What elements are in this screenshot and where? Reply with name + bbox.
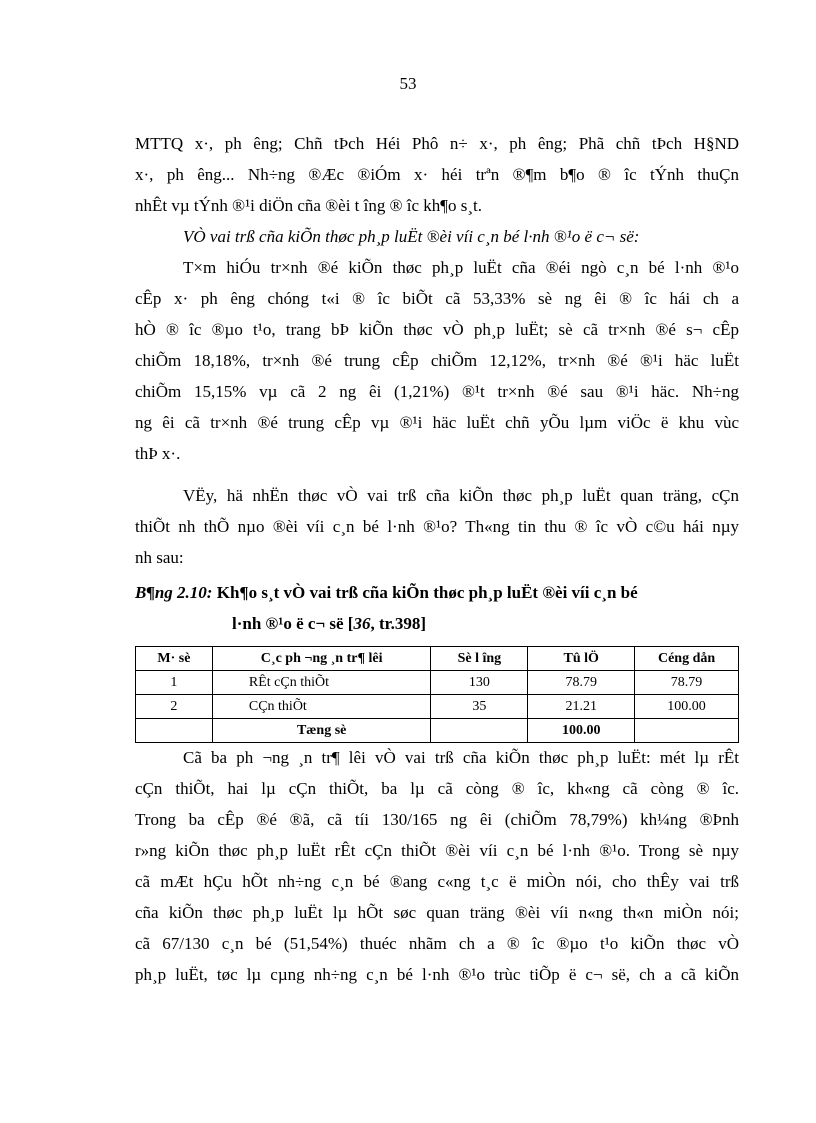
header-count: Sè l îng <box>431 647 528 671</box>
text-line: cã mÆt hÇu hÕt nh÷ng c¸n bé ®ang c«ng t¸c ë miÒn nói, cho thÊy vai trß <box>135 872 739 891</box>
text-line: cÊp x· ph êng chóng t«i ® îc biÕt cã 53,33% sè ng êi ® îc hái ch a <box>135 289 739 308</box>
cell-count: 35 <box>431 695 528 719</box>
cell-empty <box>431 719 528 743</box>
cell-cumulative: 78.79 <box>635 671 739 695</box>
cell-answer: RÊt cÇn thiÕt <box>212 671 431 695</box>
text-line: ng êi cã tr×nh ®é trung cÊp vµ ®¹i häc luËt chñ yÕu lµm viÖc ë khu vùc <box>135 413 739 432</box>
italic-heading: VÒ vai trß cña kiÕn thøc ph¸p luËt ®èi víi c¸n bé l·nh ®¹o ë c¬ së: <box>183 227 640 246</box>
text-line: r»ng kiÕn thøc ph¸p luËt rÊt cÇn thiÕt ®èi víi c¸n bé l·nh ®¹o. Trong sè nµy <box>135 841 739 860</box>
text-line: cña kiÕn thøc ph¸p luËt lµ hÕt søc quan träng ®èi víi n«ng th«n miÒn nói; <box>135 903 739 922</box>
text-line: nhÊt vµ tÝnh ®¹i diÖn cña ®èi t îng ® îc kh¶o s¸t. <box>135 196 482 215</box>
paragraph-education-level <box>135 252 739 469</box>
text-line: T×m hiÓu tr×nh ®é kiÕn thøc ph¸p luËt cña ®éi ngò c¸n bé l·nh ®¹o <box>183 258 739 277</box>
text-line: x·, ph êng... Nh÷ng ®Æc ®iÓm x· héi trªn ®¶m b¶o ® îc tÝnh thuÇn <box>135 165 739 184</box>
header-rate: Tû lÖ <box>528 647 635 671</box>
text-line: VËy, hä nhËn thøc vÒ vai trß cña kiÕn thøc ph¸p luËt quan träng, cÇn <box>183 486 739 505</box>
cell-cumulative: 100.00 <box>635 695 739 719</box>
caption-title-2b: , tr.398] <box>370 614 427 633</box>
cell-code: 2 <box>136 695 213 719</box>
text-line: thiÕt nh thÕ nµo ®èi víi c¸n bé l·nh ®¹o? Th«ng tin thu ® îc vÒ c©u hái nµy <box>135 517 739 536</box>
table-caption <box>135 577 739 639</box>
text-line: hÒ ® îc ®µo t¹o, trang bÞ kiÕn thøc vÒ ph¸p luËt; sè cã tr×nh ®é s¬ cÊp <box>135 320 739 339</box>
cell-answer: CÇn thiÕt <box>212 695 431 719</box>
cell-rate: 21.21 <box>528 695 635 719</box>
cell-rate: 78.79 <box>528 671 635 695</box>
header-code: M· sè <box>136 647 213 671</box>
caption-line-1 <box>135 577 739 608</box>
caption-label: B¶ng 2.10: <box>135 583 213 602</box>
caption-title-1: Kh¶o s¸t vÒ vai trß cña kiÕn thøc ph¸p luËt ®èi víi c¸n bé <box>212 583 638 602</box>
text-line: nh sau: <box>135 548 184 567</box>
text-line: Cã ba ph ¬ng ¸n tr¶ lêi vÒ vai trß cña kiÕn thøc ph¸p luËt: mét lµ rÊt <box>183 748 739 767</box>
cell-empty <box>635 719 739 743</box>
table-header-row <box>136 647 739 671</box>
header-answer: C¸c ph ¬ng ¸n tr¶ lêi <box>212 647 431 671</box>
survey-table <box>135 646 739 743</box>
paragraph-intro <box>135 128 739 221</box>
paragraph-analysis <box>135 742 739 990</box>
paragraph-question <box>135 480 739 573</box>
cell-count: 130 <box>431 671 528 695</box>
text-line: thÞ x·. <box>135 444 181 463</box>
table-row <box>136 671 739 695</box>
text-line: chiÕm 15,15% vµ cã 2 ng êi (1,21%) ®¹t tr×nh ®é sau ®¹i häc. Nh÷ng <box>135 382 739 401</box>
text-line: Trong ba cÊp ®é ®ã, cã tíi 130/165 ng êi (chiÕm 78,79%) kh¼ng ®Þnh <box>135 810 739 829</box>
caption-ref-num: 36 <box>353 614 371 633</box>
cell-total-label: Tæng sè <box>212 719 431 743</box>
caption-line-2 <box>135 608 739 639</box>
text-line: chiÕm 18,18%, tr×nh ®é trung cÊp chiÕm 12,12%, tr×nh ®é ®¹i häc luËt <box>135 351 739 370</box>
page-number: 53 <box>399 74 417 93</box>
cell-total-value: 100.00 <box>528 719 635 743</box>
text-line: ph¸p luËt, tøc lµ cµng nh÷ng c¸n bé l·nh ®¹o trùc tiÕp ë c¬ së, ch a cã kiÕn <box>135 965 739 984</box>
cell-empty <box>136 719 213 743</box>
text-line: cÇn thiÕt, hai lµ cÇn thiÕt, ba lµ cã còng ® îc, kh«ng cã còng ® îc. <box>135 779 739 798</box>
caption-title-2a: l·nh ®¹o ë c¬ së [ <box>232 614 354 633</box>
section-heading <box>135 221 739 252</box>
text-line: cã 67/130 c¸n bé (51,54%) thuéc nhãm ch a ® îc ®µo t¹o kiÕn thøc vÒ <box>135 934 739 953</box>
cell-code: 1 <box>136 671 213 695</box>
table-row <box>136 695 739 719</box>
table-total-row <box>136 719 739 743</box>
header-cumulative: Céng dån <box>635 647 739 671</box>
text-line: MTTQ x·, ph êng; Chñ tÞch Héi Phô n÷ x·, ph êng; Phã chñ tÞch H§ND <box>135 134 739 153</box>
